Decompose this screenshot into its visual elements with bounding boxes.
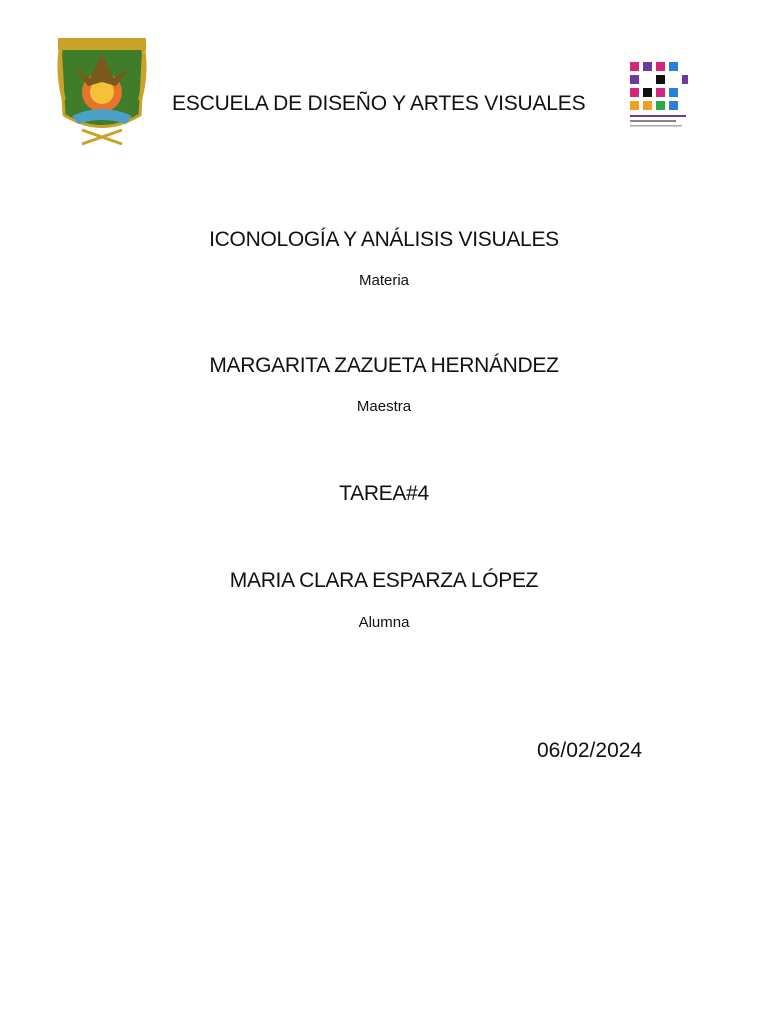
document-date: 06/02/2024	[537, 739, 643, 762]
student-name: MARIA CLARA ESPARZA LÓPEZ	[229, 569, 539, 592]
subject-title: ICONOLOGÍA Y ANÁLISIS VISUALES	[209, 228, 559, 251]
teacher-label: Maestra	[356, 398, 412, 415]
assignment-title: TAREA#4	[339, 482, 429, 505]
student-label: Alumna	[358, 614, 410, 631]
teacher-name: MARGARITA ZAZUETA HERNÁNDEZ	[209, 354, 559, 377]
university-crest-icon	[52, 20, 152, 150]
school-pixel-logo-icon	[626, 60, 690, 135]
subject-label: Materia	[358, 272, 410, 289]
school-name-heading: ESCUELA DE DISEÑO Y ARTES VISUALES	[172, 92, 586, 115]
